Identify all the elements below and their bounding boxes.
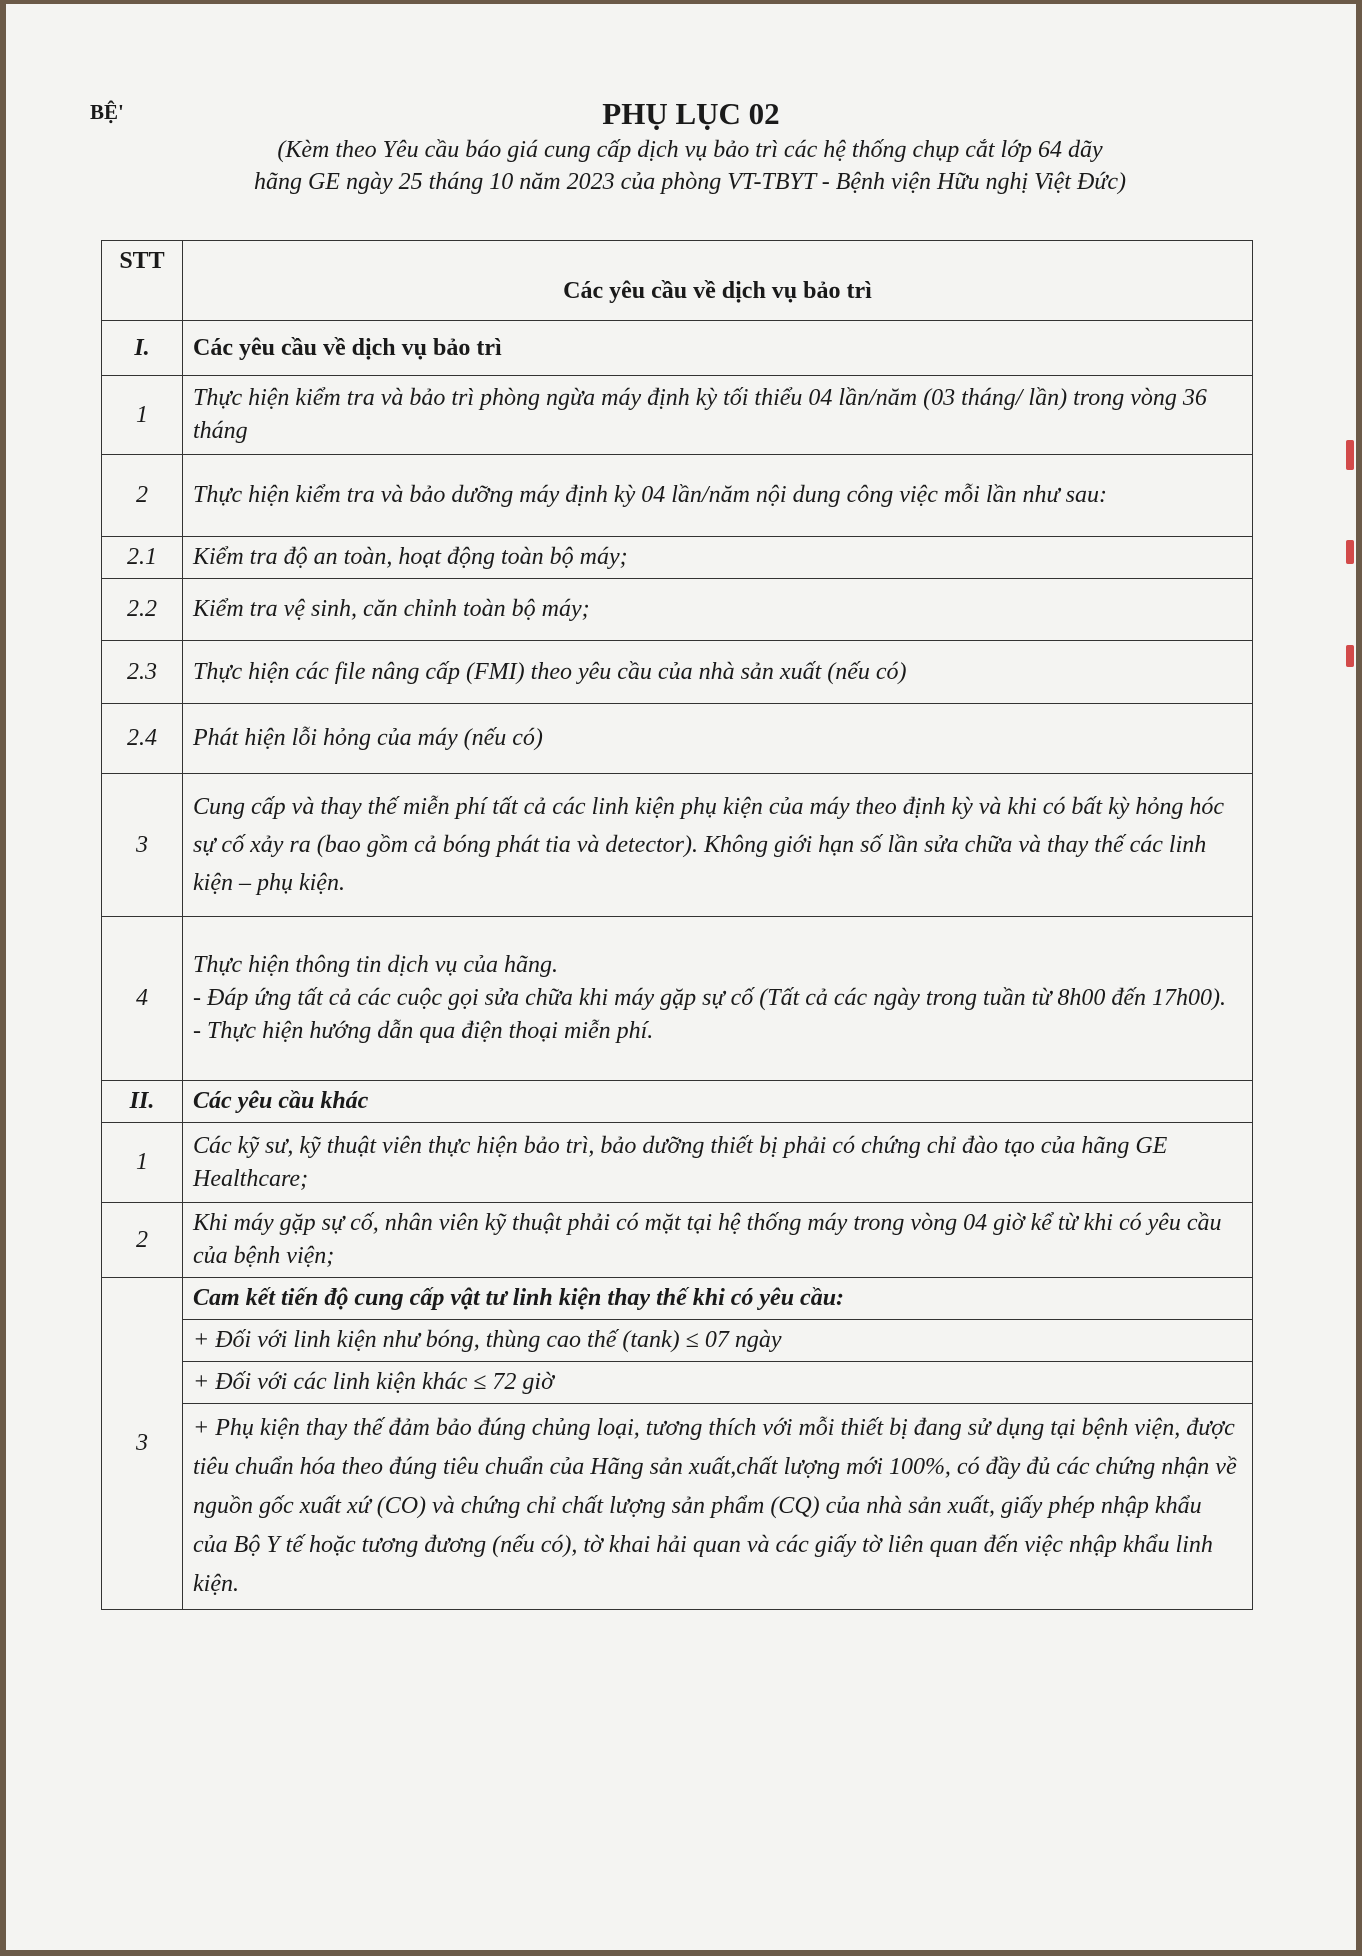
header-stt: STT (102, 241, 183, 321)
table-row (102, 1278, 1253, 1320)
table-row (102, 1320, 1253, 1362)
table-header-row (102, 241, 1253, 321)
row-number: 2.4 (102, 704, 183, 774)
row-text: Khi máy gặp sự cố, nhân viên kỹ thuật phải có mặt tại hệ thống máy trong vòng 04 giờ kể từ khi có yêu cầu của bệnh viện; (183, 1203, 1253, 1278)
row-number: 1 (102, 1123, 183, 1203)
row-subheading: Cam kết tiến độ cung cấp vật tư linh kiện thay thế khi có yêu cầu: (183, 1278, 1253, 1320)
table-row (102, 376, 1253, 455)
table-row (102, 641, 1253, 704)
red-stamp-mark (1346, 440, 1354, 470)
section-number: I. (102, 321, 183, 376)
table-row (102, 1404, 1253, 1610)
row-text: Phát hiện lỗi hỏng của máy (nếu có) (183, 704, 1253, 774)
table-row (102, 1362, 1253, 1404)
section-number: II. (102, 1081, 183, 1123)
header-requirements: Các yêu cầu về dịch vụ bảo trì (183, 241, 1253, 321)
table-row (102, 537, 1253, 579)
row-text: Thực hiện kiểm tra và bảo trì phòng ngừa máy định kỳ tối thiểu 04 lần/năm (03 tháng/ lần) trong vòng 36 tháng (183, 376, 1253, 455)
row-number: 3 (102, 774, 183, 917)
row-text: + Đối với linh kiện như bóng, thùng cao thế (tank) ≤ 07 ngày (183, 1320, 1253, 1362)
row-number: 2.2 (102, 579, 183, 641)
row-number: 2.1 (102, 537, 183, 579)
section-row (102, 1081, 1253, 1123)
row-number: 2.3 (102, 641, 183, 704)
row-text: Kiểm tra độ an toàn, hoạt động toàn bộ máy; (183, 537, 1253, 579)
row-number: 4 (102, 917, 183, 1081)
row-text (183, 917, 1253, 1081)
row-number: 1 (102, 376, 183, 455)
table-row (102, 704, 1253, 774)
row-text: + Đối với các linh kiện khác ≤ 72 giờ (183, 1362, 1253, 1404)
row-text: Kiểm tra vệ sinh, căn chỉnh toàn bộ máy; (183, 579, 1253, 641)
red-stamp-mark (1346, 645, 1354, 667)
requirements-table (101, 240, 1253, 1610)
section-row (102, 321, 1253, 376)
row-text: Thực hiện các file nâng cấp (FMI) theo yêu cầu của nhà sản xuất (nếu có) (183, 641, 1253, 704)
subtitle-line-1: (Kèm theo Yêu cầu báo giá cung cấp dịch vụ bảo trì các hệ thống chụp cắt lớp 64 dãy (277, 137, 1103, 163)
row-number: 3 (102, 1278, 183, 1610)
row-text: + Phụ kiện thay thế đảm bảo đúng chủng loại, tương thích với mỗi thiết bị đang sử dụng tại bệnh viện, được tiêu chuẩn hóa theo đúng tiêu chuẩn của Hãng sản xuất,chất lượng mới 100%, có đầy đủ các chứng nhận về nguồn gốc xuất xứ (CO) và chứng chỉ chất lượng sản phẩm (CQ) của nhà sản xuất, giấy phép nhập khẩu của Bộ Y tế hoặc tương đương (nếu có), tờ khai hải quan và các giấy tờ liên quan đến việc nhập khẩu linh kiện. (183, 1404, 1253, 1610)
table-row (102, 774, 1253, 917)
row-text: Thực hiện kiểm tra và bảo dưỡng máy định kỳ 04 lần/năm nội dung công việc mỗi lần như sau: (183, 455, 1253, 537)
table-row (102, 917, 1253, 1081)
table-row (102, 1203, 1253, 1278)
row-line: - Đáp ứng tất cả các cuộc gọi sửa chữa khi máy gặp sự cố (Tất cả các ngày trong tuần từ 8h00 đến 17h00). (193, 985, 1227, 1011)
section-title: Các yêu cầu khác (183, 1081, 1253, 1123)
row-line: Thực hiện thông tin dịch vụ của hãng. (193, 952, 559, 978)
row-number: 2 (102, 1203, 183, 1278)
section-title: Các yêu cầu về dịch vụ bảo trì (183, 321, 1253, 376)
corner-mark: BỆ' (90, 100, 124, 124)
row-number: 2 (102, 455, 183, 537)
table-row (102, 579, 1253, 641)
table-row (102, 455, 1253, 537)
subtitle-line-2: hãng GE ngày 25 tháng 10 năm 2023 của phòng VT-TBYT - Bệnh viện Hữu nghị Việt Đức) (253, 169, 1127, 195)
document-title: PHỤ LỤC 02 (602, 96, 780, 131)
row-text: Cung cấp và thay thế miễn phí tất cả các linh kiện phụ kiện của máy theo định kỳ và khi có bất kỳ hỏng hóc sự cố xảy ra (bao gồm cả bóng phát tia và detector). Không giới hạn số lần sửa chữa và thay thế các linh kiện – phụ kiện. (183, 774, 1253, 917)
row-text: Các kỹ sư, kỹ thuật viên thực hiện bảo trì, bảo dưỡng thiết bị phải có chứng chỉ đào tạo của hãng GE Healthcare; (183, 1123, 1253, 1203)
document-subtitle (140, 134, 1240, 198)
red-stamp-mark (1346, 540, 1354, 564)
table-row (102, 1123, 1253, 1203)
row-line: - Thực hiện hướng dẫn qua điện thoại miễn phí. (193, 1018, 654, 1044)
